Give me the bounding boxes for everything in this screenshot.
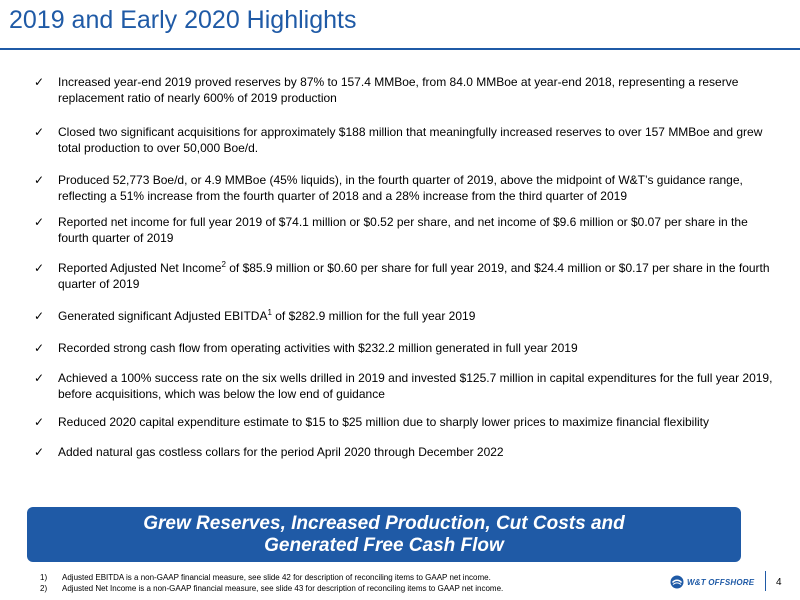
list-item bbox=[34, 124, 774, 156]
bullet-text: Closed two significant acquisitions for approximately $188 million that meaningfully increased reserves to over 157 MMBoe and grew total production to over 50,000 Boe/d. bbox=[58, 125, 763, 155]
check-icon: ✓ bbox=[34, 341, 45, 355]
footnote: 2) Adjusted Net Income is a non-GAAP financial measure, see slide 43 for description of reconciling items to GAAP net income. bbox=[40, 584, 504, 593]
footnote-ref: 2 bbox=[221, 260, 226, 269]
check-icon: ✓ bbox=[34, 415, 45, 429]
list-item bbox=[34, 74, 774, 106]
list-item bbox=[34, 308, 475, 324]
bullet-text: Added natural gas costless collars for the period April 2020 through December 2022 bbox=[58, 445, 504, 459]
list-item bbox=[34, 340, 578, 356]
footnotes bbox=[40, 572, 503, 594]
check-icon: ✓ bbox=[34, 261, 45, 275]
bullet-text: Achieved a 100% success rate on the six wells drilled in 2019 and invested $125.7 million in capital expenditures for the full year 2019, before acquisitions, which was below the low end of guidance bbox=[58, 371, 773, 401]
summary-banner bbox=[27, 507, 741, 562]
bullet-text: Produced 52,773 Boe/d, or 4.9 MMBoe (45% liquids), in the fourth quarter of 2019, above the midpoint of W&T’s guidance range, reflecting a 51% increase from the fourth quarter of 2018 and a 28% increase from the third quarter of 2019 bbox=[58, 173, 743, 203]
list-item bbox=[34, 414, 709, 430]
check-icon: ✓ bbox=[34, 215, 45, 229]
list-item bbox=[34, 214, 774, 246]
check-icon: ✓ bbox=[34, 309, 45, 323]
title-divider bbox=[0, 48, 800, 50]
bullet-text: Reported net income for full year 2019 of $74.1 million or $0.52 per share, and net income of $9.6 million or $0.07 per share in the fourth quarter of 2019 bbox=[58, 215, 748, 245]
footnote-ref: 1 bbox=[267, 308, 272, 317]
list-item bbox=[34, 370, 774, 402]
footnote: 1) Adjusted EBITDA is a non-GAAP financial measure, see slide 42 for description of reconciling items to GAAP net income. bbox=[40, 573, 491, 582]
company-logo-icon bbox=[670, 575, 684, 589]
banner-line-2: Generated Free Cash Flow bbox=[264, 534, 504, 556]
check-icon: ✓ bbox=[34, 75, 45, 89]
logo-text: W&T OFFSHORE bbox=[687, 577, 755, 587]
list-item bbox=[34, 444, 504, 460]
bullet-text: Recorded strong cash flow from operating activities with $232.2 million generated in full year 2019 bbox=[58, 341, 578, 355]
page-title: 2019 and Early 2020 Highlights bbox=[9, 6, 357, 34]
check-icon: ✓ bbox=[34, 371, 45, 385]
bullet-text: Generated significant Adjusted EBITDA$^1$ of $282.9 million for the full year 2019 bbox=[58, 308, 476, 323]
company-logo bbox=[670, 575, 754, 589]
list-item bbox=[34, 260, 774, 292]
check-icon: ✓ bbox=[34, 445, 45, 459]
banner-line-1: Grew Reserves, Increased Production, Cut Costs and bbox=[143, 512, 625, 534]
bullet-text: Reduced 2020 capital expenditure estimate to $15 to $25 million due to sharply lower prices to maximize financial flexibility bbox=[58, 415, 710, 429]
check-icon: ✓ bbox=[34, 125, 45, 139]
check-icon: ✓ bbox=[34, 173, 45, 187]
banner-text bbox=[143, 513, 624, 557]
page-number: 4 bbox=[776, 577, 782, 588]
list-item bbox=[34, 172, 774, 204]
bullet-text: Reported Adjusted Net Income$^2$ of $85.9 million or $0.60 per share for full year 2019, and $24.4 million or $0.17 per share in the fourth quarter of 2019 bbox=[58, 260, 770, 291]
page-number-divider bbox=[765, 571, 766, 591]
bullet-text: Increased year-end 2019 proved reserves by 87% to 157.4 MMBoe, from 84.0 MMBoe at year-end 2018, representing a reserve replacement ratio of nearly 600% of 2019 production bbox=[58, 75, 739, 105]
